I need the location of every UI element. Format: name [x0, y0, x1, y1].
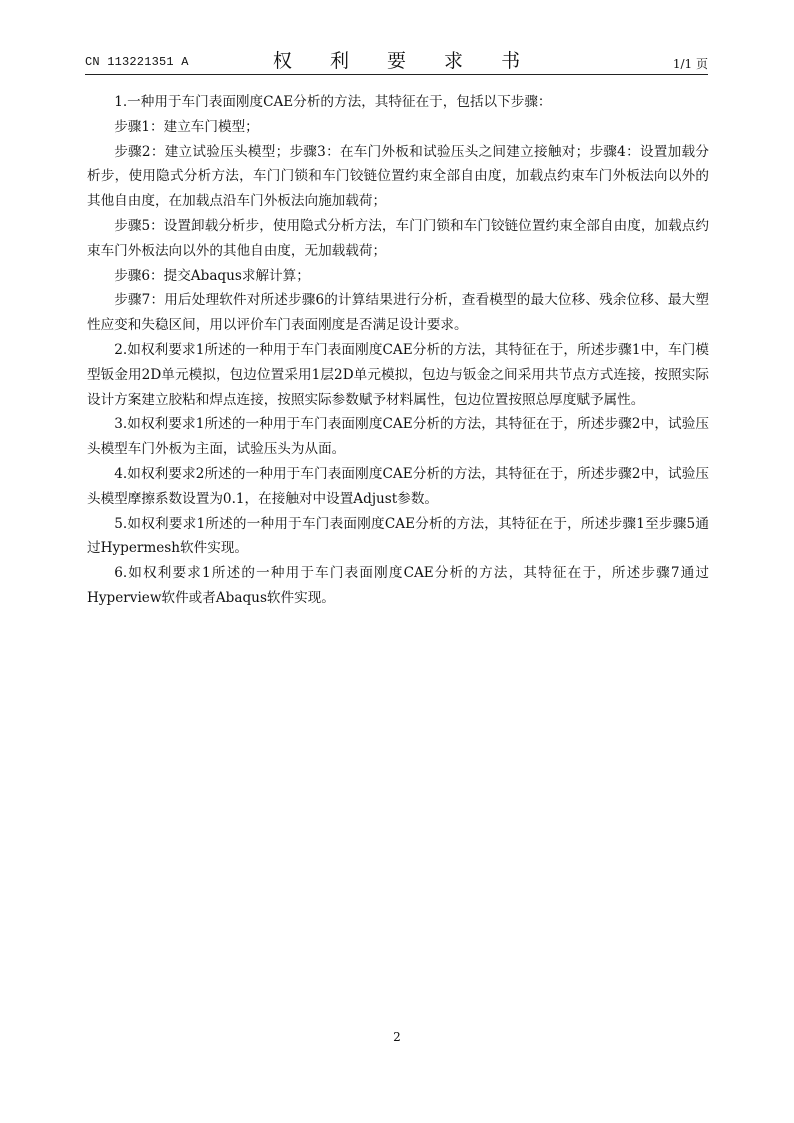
claim-1-step-5: 步骤5：设置卸载分析步，使用隐式分析方法，车门门锁和车门铰链位置约束全部自由度，加载点约束车门外板法向以外的其他自由度，无加载载荷； [87, 217, 709, 259]
header-divider [85, 74, 708, 75]
claim-1-step-1: 步骤1：建立车门模型； [114, 118, 259, 135]
claim-1-step-7: 步骤7：用后处理软件对所述步骤6的计算结果进行分析，查看模型的最大位移、残余位移、最大塑性应变和失稳区间，用以评价车门表面刚度是否满足设计要求。 [87, 292, 709, 334]
claim-2: 2.如权利要求1所述的一种用于车门表面刚度CAE分析的方法，其特征在于，所述步骤1中，车门模型钣金用2D单元模拟，包边位置采用1层2D单元模拟，包边与钣金之间采用共节点方式连接，按照实际设计方案建立胶粘和焊点连接，按照实际参数赋予材料属性，包边位置按照总厚度赋予属性。 [87, 341, 709, 408]
claim-1-steps-2-4: 步骤2：建立试验压头模型；步骤3：在车门外板和试验压头之间建立接触对；步骤4：设置加载分析步，使用隐式分析方法，车门门锁和车门铰链位置约束全部自由度，加载点约束车门外板法向以外的其他自由度，在加载点沿车门外板法向施加载荷； [87, 143, 709, 210]
claim-1-step-6: 步骤6：提交Abaqus求解计算； [114, 267, 310, 284]
publication-number: CN 113221351 A [85, 55, 189, 69]
claim-5: 5.如权利要求1所述的一种用于车门表面刚度CAE分析的方法，其特征在于，所述步骤1至步骤5通过Hypermesh软件实现。 [87, 515, 709, 557]
claim-6: 6.如权利要求1所述的一种用于车门表面刚度CAE分析的方法，其特征在于，所述步骤7通过Hyperview软件或者Abaqus软件实现。 [87, 565, 709, 606]
page-header [85, 46, 708, 72]
page-indicator: 1/1 页 [672, 57, 708, 71]
claim-4: 4.如权利要求2所述的一种用于车门表面刚度CAE分析的方法，其特征在于，所述步骤2中，试验压头模型摩擦系数设置为0.1，在接触对中设置Adjust参数。 [87, 465, 709, 507]
claim-1-intro: 1.一种用于车门表面刚度CAE分析的方法，其特征在于，包括以下步骤： [114, 94, 552, 110]
document-title: 权 利 要 求 书 [272, 50, 537, 72]
claim-3: 3.如权利要求1所述的一种用于车门表面刚度CAE分析的方法，其特征在于，所述步骤2中，试验压头模型车门外板为主面，试验压头为从面。 [87, 416, 709, 458]
page-number: 2 [393, 1030, 401, 1044]
claims-body [87, 90, 709, 611]
